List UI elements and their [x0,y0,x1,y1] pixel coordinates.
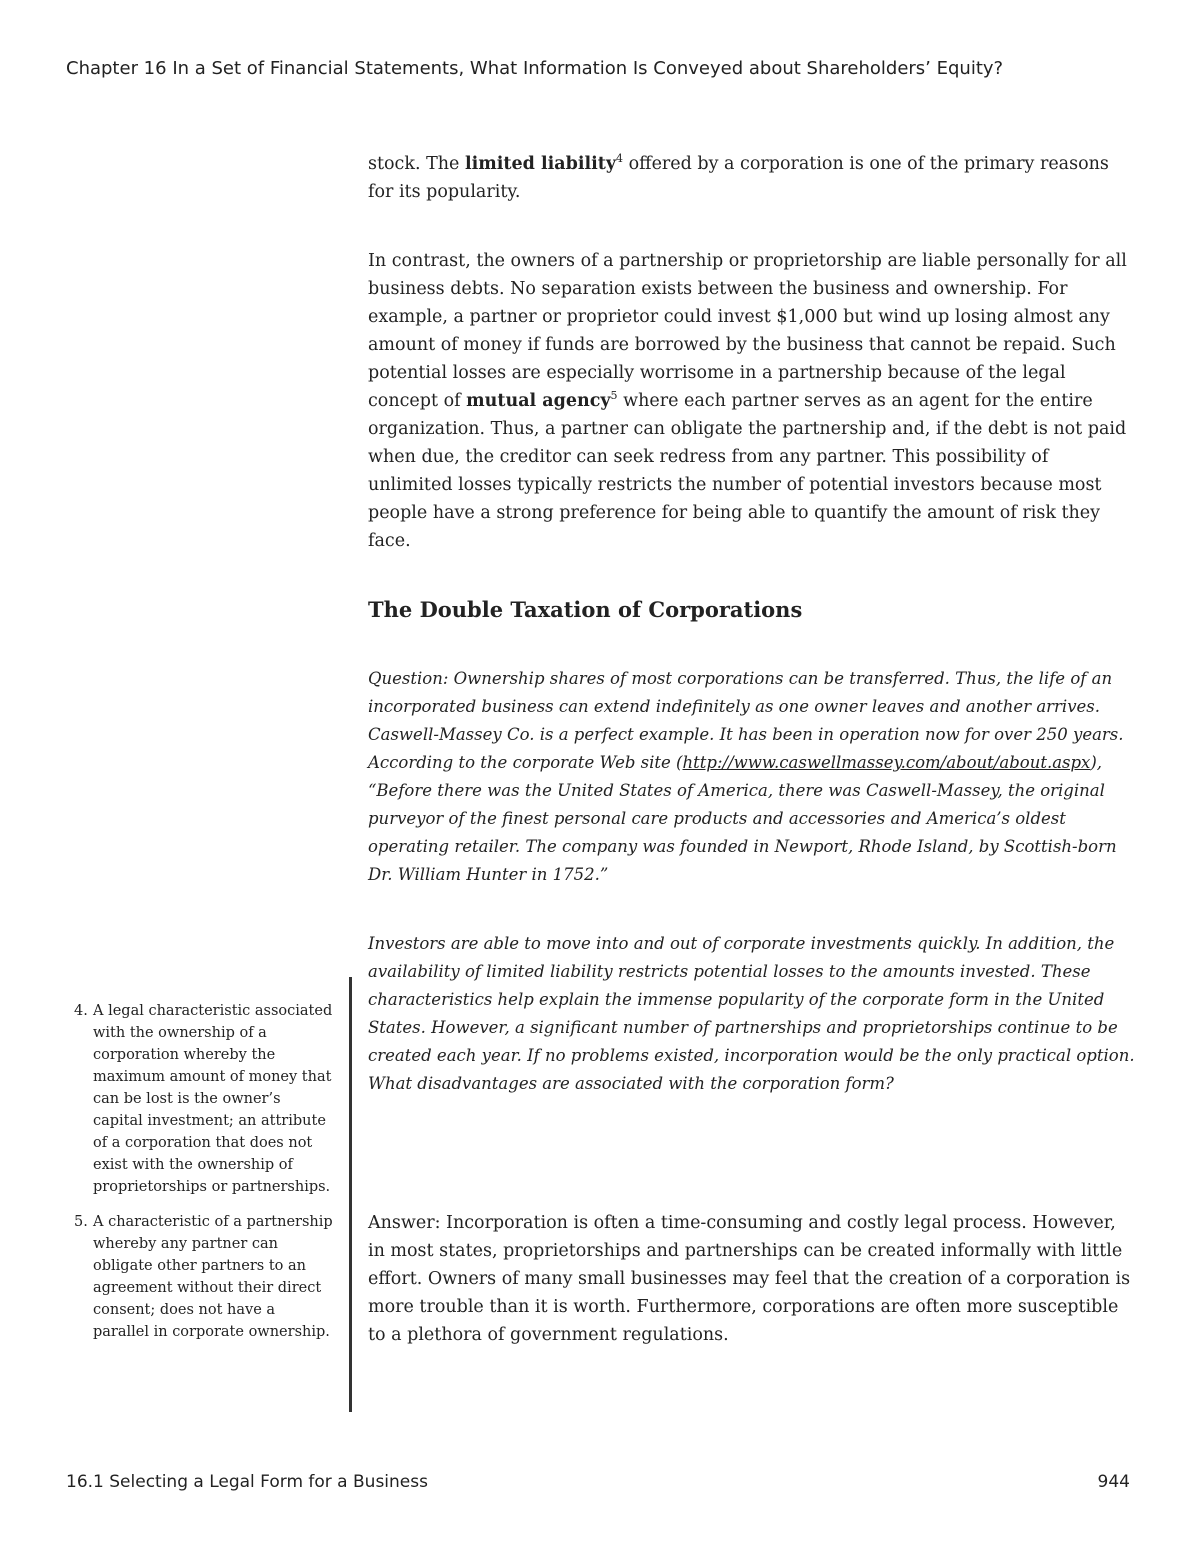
p2-text-after: where each partner serves as an agent for the entire organization. Thus, a partner can obligate the partnership and, if the debt is not paid when due, the creditor can seek redress from any partner. This possibility of unlimited losses typically restricts the number of potential investors because most people have a strong preference for being able to quantify the amount of risk they face. [368,391,1127,551]
margin-notes [74,1000,334,1356]
caswell-massey-link[interactable]: http://www.caswellmassey.com/about/about.aspx [682,753,1091,772]
margin-note-5 [74,1211,334,1343]
question-paragraph-1 [368,665,1136,889]
margin-note-text: A legal characteristic associated with the ownership of a corporation whereby the maximum amount of money that can be lost is the owner’s capital investment; an attribute of a corporation that does not exist with the ownership of proprietorships or partnerships. [93,1003,333,1195]
margin-note-4 [74,1000,334,1198]
page-number: 944 [1097,1472,1130,1492]
question-paragraph-2: Investors are able to move into and out of corporate investments quickly. In addition, the availability of limited liability restricts potential losses to the amounts invested. These characteristics help explain the immense popularity of the corporate form in the United States. However, a significant number of partnerships and proprietorships continue to be created each year. If no problems existed, incorporation would be the only practical option. What disadvantages are associated with the corporation form? [368,934,1135,1093]
margin-rule [349,977,352,1412]
section-heading: The Double Taxation of Corporations [368,597,803,622]
paragraph-partnership-liability [368,247,1136,555]
footnote-ref-5[interactable]: 5 [610,389,618,403]
footnote-ref-4[interactable]: 4 [616,152,624,166]
footer-section-title: 16.1 Selecting a Legal Form for a Business [66,1472,428,1492]
p1-text-after: offered by a corporation is one of the primary reasons for its popularity. [368,154,1109,202]
q1-text-after: ), “Before there was the United States of America, there was Caswell-Massey, the original purveyor of the finest personal care products and accessories and America’s oldest operating retailer. The company was founded in Newport, Rhode Island, by Scottish-born Dr. William Hunter in 1752.” [368,753,1117,884]
p1-text-before: stock. The [368,154,465,174]
paragraph-limited-liability [368,150,1136,206]
margin-note-text: A characteristic of a partnership whereby any partner can obligate other partners to an agreement without their direct consent; does not have a parallel in corporate ownership. [93,1214,333,1340]
q1-text-before: Question: Ownership shares of most corporations can be transferred. Thus, the life of an incorporated business can extend indefinitely as one owner leaves and another arrives. Caswell-Massey Co. is a perfect example. It has been in operation now for over 250 years. According to the corporate Web site ( [368,669,1124,772]
margin-note-number: 4. [74,1003,88,1019]
answer-paragraph: Answer: Incorporation is often a time-consuming and costly legal process. However, in most states, proprietorships and partnerships can be created informally with little effort. Owners of many small businesses may feel that the creation of a corporation is more trouble than it is worth. Furthermore, corporations are often more susceptible to a plethora of government regulations. [368,1213,1131,1345]
running-head: Chapter 16 In a Set of Financial Statements, What Information Is Conveyed about Shareholders’ Equity? [66,58,1004,79]
term-limited-liability: limited liability [464,154,617,174]
term-mutual-agency: mutual agency [466,391,611,411]
main-text-column [368,150,1136,1349]
margin-note-number: 5. [74,1214,88,1230]
p2-text-before: In contrast, the owners of a partnership or proprietorship are liable personally for all business debts. No separation exists between the business and ownership. For example, a partner or proprietor could invest $1,000 but wind up losing almost any amount of money if funds are borrowed by the business that cannot be repaid. Such potential losses are especially worrisome in a partnership because of the legal concept of [368,251,1127,411]
